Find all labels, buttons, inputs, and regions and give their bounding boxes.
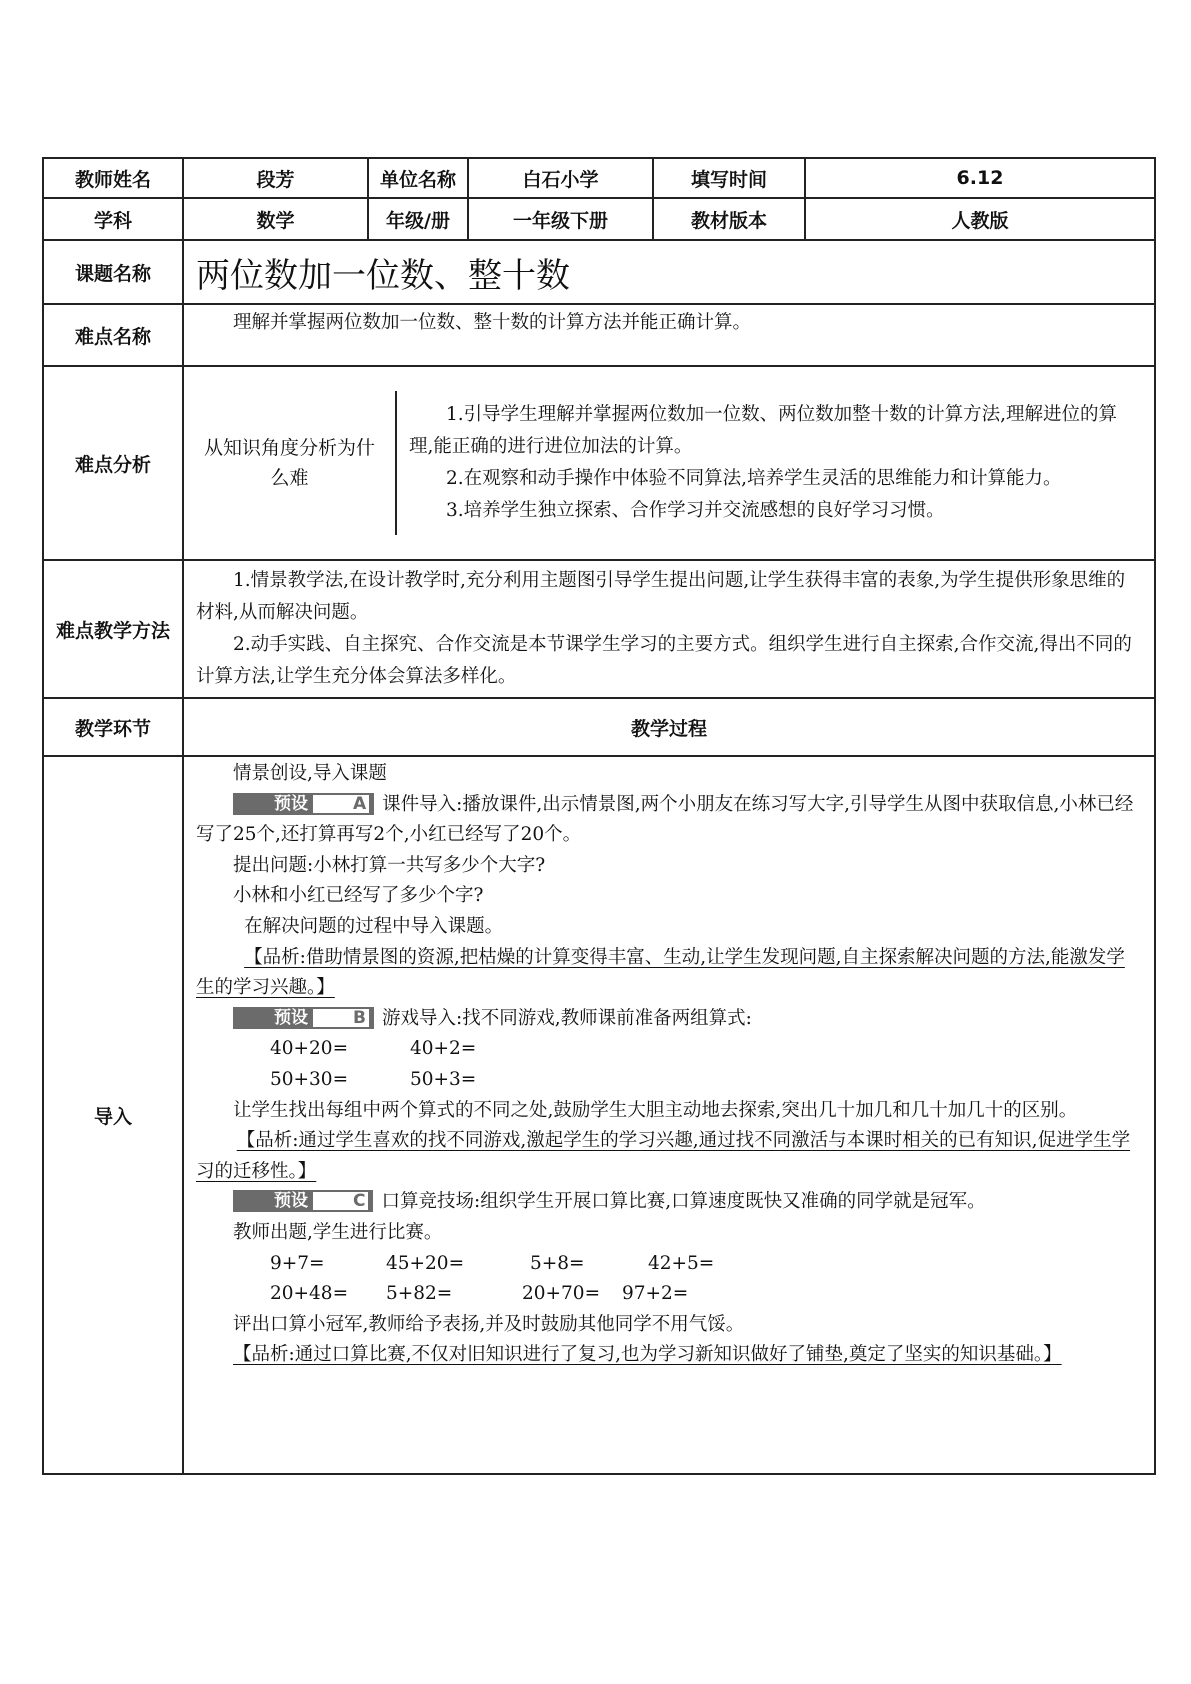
preset-a-question-1: 提出问题:小林打算一共写多少个大字? xyxy=(233,854,546,876)
preset-c-description: 评出口算小冠军,教师给予表扬,并及时鼓励其他同学不用气馁。 xyxy=(233,1313,745,1335)
analysis-sub-label: 从知识角度分析为什么难 xyxy=(184,391,396,535)
analysis-inner xyxy=(184,391,1154,535)
grade-value: 一年级下册 xyxy=(468,198,653,240)
textbook-version-label: 教材版本 xyxy=(653,198,805,240)
method-row xyxy=(43,560,1155,698)
topic-title: 两位数加一位数、整十数 xyxy=(183,240,1155,304)
topic-label: 课题名称 xyxy=(43,240,183,304)
preset-a-badge: 预设 A xyxy=(233,793,374,815)
lesson-plan-document xyxy=(42,157,1154,1475)
teacher-name-value: 段芳 xyxy=(183,158,368,198)
method-item: 2.动手实践、自主探究、合作交流是本节课学生学习的主要方式。组织学生进行自主探索,合作交流,得出不同的计算方法,让学生充分体会算法多样化。 xyxy=(196,634,1132,687)
header-row-1 xyxy=(43,158,1155,198)
intro-heading: 情景创设,导入课题 xyxy=(233,763,387,784)
analysis-row xyxy=(43,366,1155,560)
unit-name-value: 白石小学 xyxy=(468,158,653,198)
subject-label: 学科 xyxy=(43,198,183,240)
preset-a-question-2: 小林和小红已经写了多少个字? xyxy=(233,885,484,907)
subject-value: 数学 xyxy=(183,198,368,240)
analysis-item: 2.在观察和动手操作中体验不同算法,培养学生灵活的思维能力和计算能力。 xyxy=(446,468,1062,489)
process-header-row xyxy=(43,698,1155,756)
unit-name-label: 单位名称 xyxy=(368,158,468,198)
preset-a-analysis: 【品析:借助情景图的资源,把枯燥的计算变得丰富、生动,让学生发现问题,自主探索解决问题的方法,能激发学生的学习兴趣。】 xyxy=(196,946,1125,999)
preset-b-equations-1: 40+20= 40+2= xyxy=(270,1038,477,1060)
difficulty-row xyxy=(43,304,1155,366)
fill-time-value: 6.12 xyxy=(805,158,1155,198)
preset-c-equations-2: 20+48= 5+82= 20+70= 97+2= xyxy=(270,1283,689,1305)
preset-b-analysis: 【品析:通过学生喜欢的找不同游戏,激起学生的学习兴趣,通过找不同激活与本课时相关的已有知识,促进学生学习的迁移性。】 xyxy=(196,1130,1131,1182)
topic-row xyxy=(43,240,1155,304)
grade-label: 年级/册 xyxy=(368,198,468,240)
preset-b-badge: 预设 B xyxy=(233,1007,374,1029)
process-stage-label: 教学环节 xyxy=(43,698,183,756)
method-label: 难点教学方法 xyxy=(43,560,183,698)
preset-c-line-2: 教师出题,学生进行比赛。 xyxy=(233,1221,443,1243)
preset-a: 预设 A 课件导入:播放课件,出示情景图,两个小朋友在练习写大字,引导学生从图中获取信息,小林已经写了25个,还打算再写2个,小红已经写了20个。 xyxy=(196,793,1134,846)
intro-row xyxy=(43,756,1155,1474)
preset-b: 预设 B 游戏导入:找不同游戏,教师课前准备两组算式: xyxy=(196,1004,1140,1035)
difficulty-label: 难点名称 xyxy=(43,304,183,366)
preset-a-question-3: 在解决问题的过程中导入课题。 xyxy=(244,915,504,937)
lesson-plan-table xyxy=(42,157,1156,1475)
fill-time-label: 填写时间 xyxy=(653,158,805,198)
difficulty-text: 理解并掌握两位数加一位数、整十数的计算方法并能正确计算。 xyxy=(233,312,752,333)
preset-b-description: 让学生找出每组中两个算式的不同之处,鼓励学生大胆主动地去探索,突出几十加几和几十加几十的区别。 xyxy=(233,1099,1078,1121)
analysis-item: 1.引导学生理解并掌握两位数加一位数、两位数加整十数的计算方法,理解进位的算理,能正确的进行进位加法的计算。 xyxy=(409,404,1118,457)
header-row-2 xyxy=(43,198,1155,240)
process-label: 教学过程 xyxy=(183,698,1155,756)
preset-c: 预设 C 口算竞技场:组织学生开展口算比赛,口算速度既快又准确的同学就是冠军。 xyxy=(196,1187,1140,1218)
textbook-version-value: 人教版 xyxy=(805,198,1155,240)
analysis-label: 难点分析 xyxy=(43,366,183,560)
preset-c-analysis: 【品析:通过口算比赛,不仅对旧知识进行了复习,也为学习新知识做好了铺垫,奠定了坚实的知识基础。】 xyxy=(233,1344,1062,1366)
preset-c-equations-1: 9+7= 45+20= 5+8= 42+5= xyxy=(270,1252,715,1274)
teacher-name-label: 教师姓名 xyxy=(43,158,183,198)
preset-b-equations-2: 50+30= 50+3= xyxy=(270,1068,477,1090)
method-item: 1.情景教学法,在设计教学时,充分利用主题图引导学生提出问题,让学生获得丰富的表象,为学生提供形象思维的材料,从而解决问题。 xyxy=(196,570,1126,623)
intro-label: 导入 xyxy=(43,756,183,1474)
analysis-item: 3.培养学生独立探索、合作学习并交流感想的良好学习习惯。 xyxy=(446,500,945,521)
preset-c-badge: 预设 C xyxy=(233,1190,373,1212)
